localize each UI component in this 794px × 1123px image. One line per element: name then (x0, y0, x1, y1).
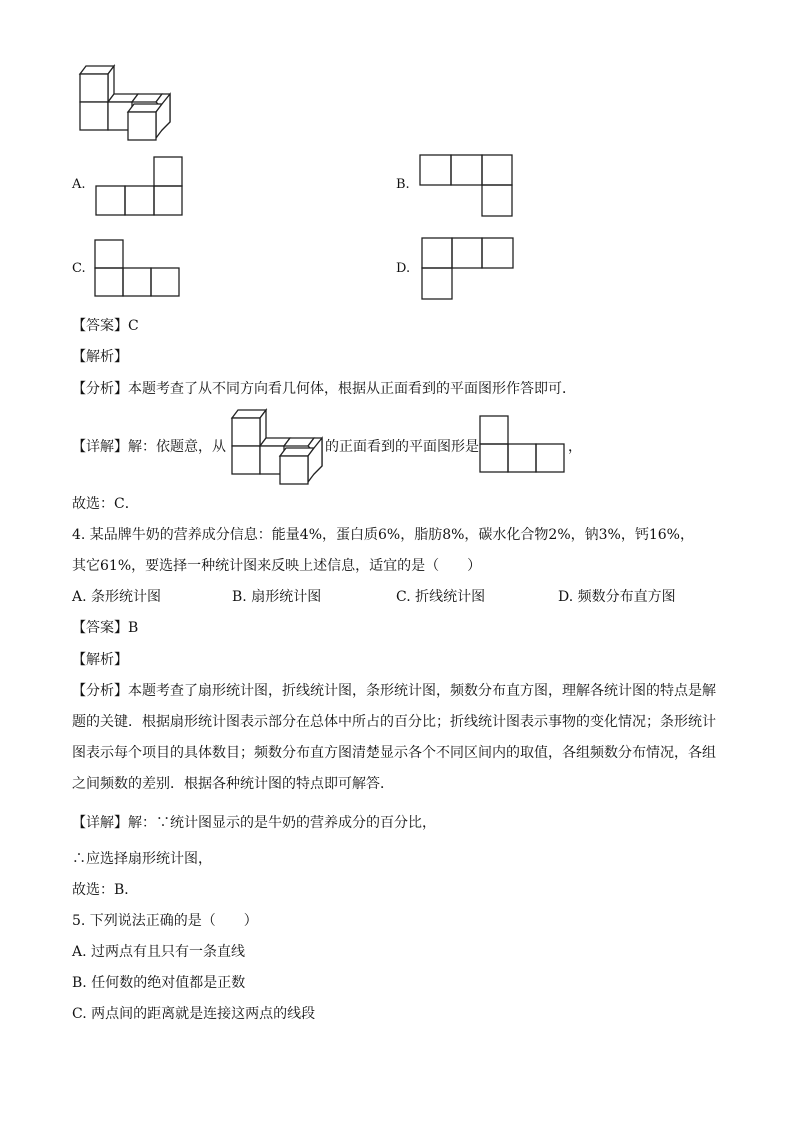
q4-option-d-letter: D. (558, 589, 574, 605)
q4-stem-line1: 4. 某品牌牛奶的营养成分信息：能量4%，蛋白质6%，脂肪8%，碳水化合物2%，钠3%，钙16%， (72, 527, 694, 543)
q4-option-d (558, 587, 676, 607)
q4-analysis-line2: 题的关键．根据扇形统计图表示部分在总体中所占的百分比；折线统计图表示事物的变化情况；条形统计 (72, 714, 716, 730)
q4-option-b-text: 扇形统计图 (251, 589, 322, 605)
q3-detail-middle: 的正面看到的平面图形是 (325, 439, 479, 455)
q5-option-b: B. 任何数的绝对值都是正数 (72, 975, 246, 991)
q4-analysis-line3: 图表示每个项目的具体数目；频数分布直方图清楚显示各个不同区间内的取值，各组频数分布情况，各组 (72, 745, 716, 761)
q4-option-c (396, 587, 485, 607)
q3-option-c-figure (95, 240, 183, 298)
q4-detail-line1: 【详解】解：∵统计图显示的是牛奶的营养成分的百分比， (72, 815, 436, 831)
q4-option-a-letter: A. (72, 589, 87, 605)
q3-answer: 【答案】C (72, 318, 139, 334)
q4-option-c-letter: C. (396, 589, 411, 605)
q3-option-a-letter: A. (72, 177, 86, 192)
q3-option-c-letter: C. (72, 261, 86, 276)
q3-option-b-figure (420, 155, 515, 219)
q3-option-d-letter: D. (396, 261, 411, 276)
q4-jiexi: 【解析】 (72, 652, 128, 668)
q4-option-b-letter: B. (232, 589, 247, 605)
q4-answer: 【答案】B (72, 620, 139, 636)
q4-option-d-text: 频数分布直方图 (577, 589, 676, 605)
cube-solid-figure (76, 64, 176, 144)
q3-detail-solid-figure (228, 408, 328, 488)
q4-analysis-line4: 之间频数的差别．根据各种统计图的特点即可解答． (72, 776, 394, 792)
q3-detail-answer-figure (480, 416, 570, 476)
q5-option-c: C. 两点间的距离就是连接这两点的线段 (72, 1006, 316, 1022)
q4-analysis-line1: 【分析】本题考查了扇形统计图，折线统计图，条形统计图，频数分布直方图，理解各统计图的特点是解 (72, 683, 716, 699)
q3-conclusion: 故选：C． (72, 496, 139, 512)
q4-detail-line2: ∴应选择扇形统计图， (72, 851, 212, 867)
q3-analysis: 【分析】本题考查了从不同方向看几何体，根据从正面看到的平面图形作答即可． (72, 381, 576, 397)
q3-option-d-figure (422, 238, 517, 302)
q5-option-a: A. 过两点有且只有一条直线 (72, 944, 246, 960)
q3-detail-suffix: ， (568, 439, 582, 455)
q3-jiexi: 【解析】 (72, 349, 128, 365)
q3-detail-prefix: 【详解】解：依题意，从 (72, 439, 226, 455)
q4-conclusion: 故选：B． (72, 882, 139, 898)
q3-option-b-letter: B. (396, 177, 410, 192)
q4-option-c-text: 折线统计图 (415, 589, 486, 605)
q5-stem: 5. 下列说法正确的是（ ） (72, 913, 258, 929)
q4-stem-line2: 其它61%，要选择一种统计图来反映上述信息，适宜的是（ ） (72, 558, 482, 574)
q4-option-a (72, 587, 161, 607)
q3-option-a-figure (96, 157, 186, 217)
q4-option-a-text: 条形统计图 (91, 589, 162, 605)
q4-option-b (232, 587, 321, 607)
